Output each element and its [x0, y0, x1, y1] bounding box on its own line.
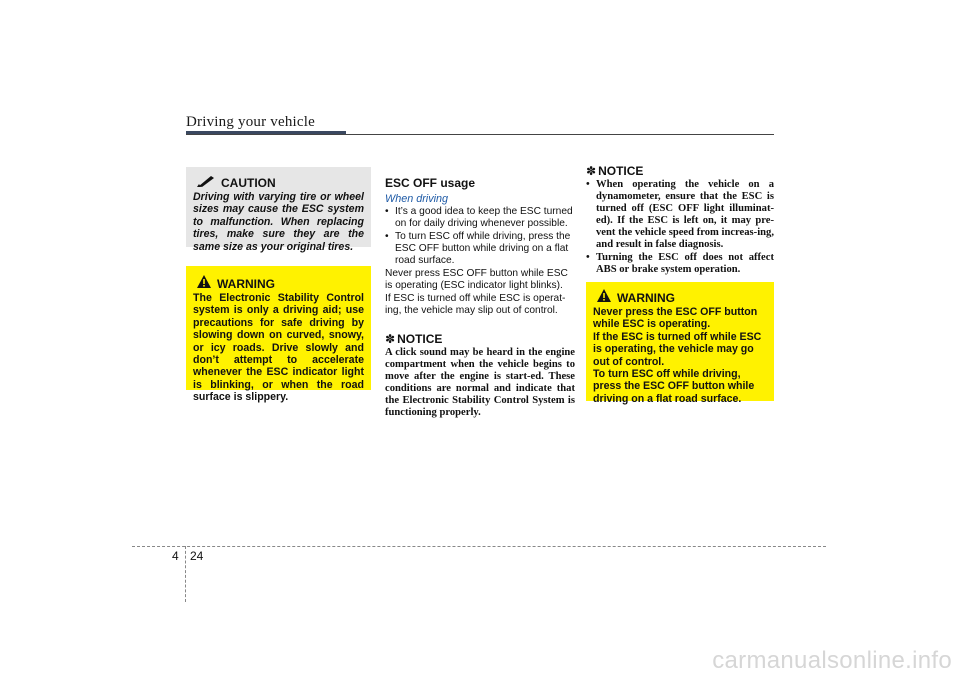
bullet-symbol: • — [586, 251, 590, 263]
list-item — [586, 252, 774, 276]
list-item — [385, 231, 575, 267]
bullet-text: Turning the ESC off does not affect ABS or brake system operation. — [596, 251, 774, 275]
notice-text-mid: A click sound may be heard in the engine compartment when the vehicle begins to move after the engine is start-ed. These conditions are normal and indicate that the Electronic Stability Control System is functioning properly. — [385, 347, 575, 419]
chapter-number: 4 — [172, 549, 179, 563]
notice-header-mid — [385, 332, 575, 346]
pencil-icon — [197, 175, 215, 190]
notice-header-right — [586, 164, 774, 178]
warning-box-right — [586, 282, 774, 405]
warning-line: Never press the ESC OFF button while ESC is operating. — [593, 306, 758, 331]
bullet-text: When operating the vehicle on a dynamometer, ensure that the ESC is turned off (ESC OFF light illuminat-ed). If the ESC is left on, it may pre-vent the vehicle speed from increas-ing, and result in false diagnosis. — [596, 179, 774, 251]
caution-header — [193, 174, 364, 190]
esc-off-paragraph: Never press ESC OFF button while ESC is operating (ESC indicator light blinks). — [385, 268, 568, 291]
esc-off-section — [385, 176, 575, 420]
bullet-symbol: • — [385, 231, 389, 242]
warning-line: To turn ESC off while driving, press the ESC OFF button while driving on a flat road surface. — [593, 368, 755, 405]
caution-title: CAUTION — [221, 176, 276, 190]
warning-text-left: The Electronic Stability Control system is only a driving aid; use precautions for safe driving by slowing down on curved, snowy, or icy roads. Drive slowly and don’t attempt to accelerate whenever the ESC indicator light is blinking, or when the road surface is slippery. — [193, 292, 364, 404]
page-number: 24 — [190, 549, 204, 563]
page-header-title: Driving your vehicle — [186, 114, 315, 130]
caution-box — [186, 167, 371, 253]
footer-divider — [185, 546, 186, 602]
warning-header-right — [593, 289, 767, 305]
warning-line: If the ESC is turned off while ESC is operating, the vehicle may go out of control. — [593, 330, 762, 368]
caution-text: Driving with varying tire or wheel sizes may cause the ESC system to malfunction. When replacing tires, make sure they are the same size as your original tires. — [193, 191, 364, 253]
bullet-text: It’s a good idea to keep the ESC turned on for daily driving whenever possible. — [395, 206, 573, 229]
header-rule — [186, 134, 774, 135]
warning-header-left — [193, 275, 364, 291]
esc-off-heading: ESC OFF usage — [385, 176, 476, 190]
notice-star-icon: ✽ — [385, 332, 396, 346]
warning-box-left — [186, 266, 371, 404]
footer-rule — [132, 546, 826, 547]
watermark-text: carmanualsonline.info — [712, 647, 952, 674]
warning-triangle-icon — [597, 289, 611, 305]
notice-section-right — [586, 164, 774, 276]
esc-off-bullet-list — [385, 206, 575, 267]
when-driving-subheading: When driving — [385, 193, 449, 205]
esc-off-paragraph: If ESC is turned off while ESC is operat-ing, the vehicle may slip out of control. — [385, 293, 566, 316]
list-item — [385, 206, 575, 230]
notice-title-mid: NOTICE — [397, 332, 443, 346]
warning-triangle-icon — [197, 275, 211, 291]
notice-title-right: NOTICE — [598, 164, 644, 178]
notice-star-icon: ✽ — [586, 164, 597, 178]
notice-bullet-list — [586, 179, 774, 276]
list-item — [586, 179, 774, 252]
warning-title-left: WARNING — [217, 277, 275, 291]
warning-title-right: WARNING — [617, 291, 675, 305]
bullet-text: To turn ESC off while driving, press the ESC OFF button while driving on a flat road surface. — [395, 231, 571, 266]
bullet-symbol: • — [586, 179, 590, 190]
bullet-symbol: • — [385, 206, 389, 217]
